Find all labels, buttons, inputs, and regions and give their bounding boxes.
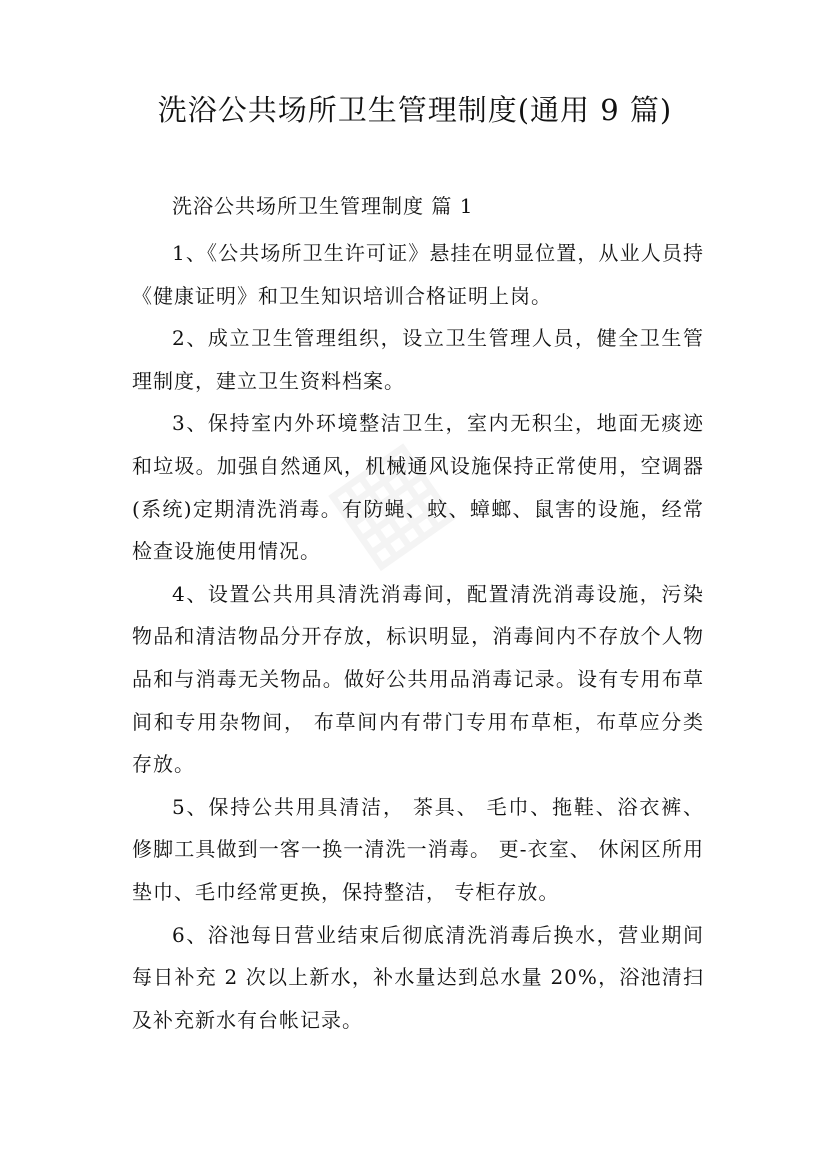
paragraph-3: 3、保持室内外环境整洁卫生，室内无积尘，地面无痰迹和垃圾。加强自然通风，机械通风设施保持正常使用，空调器(系统)定期清洗消毒。有防蝇、蚊、蟑螂、鼠害的设施，经常检查设施使用情况。: [132, 411, 704, 564]
paragraph-2: 2、成立卫生管理组织，设立卫生管理人员，健全卫生管理制度，建立卫生资料档案。: [132, 326, 704, 393]
paragraph-6: 6、浴池每日营业结束后彻底清洗消毒后换水，营业期间每日补充 2 次以上新水，补水量达到总水量 20%，浴池清扫及补充新水有台帐记录。: [132, 922, 704, 1032]
section-heading: 洗浴公共场所卫生管理制度 篇 1: [172, 194, 474, 218]
paragraph-5: 5、保持公共用具清洁， 茶具、 毛巾、拖鞋、浴衣裤、修脚工具做到一客一换一清洗一消毒。 更-衣室、 休闲区所用垫巾、毛巾经常更换，保持整洁， 专柜存放。: [132, 794, 704, 904]
paragraph-4: 4、设置公共用具清洗消毒间，配置清洗消毒设施，污染物品和清洁物品分开存放，标识明显，消毒间内不存放个人物品和与消毒无关物品。做好公共用品消毒记录。设有专用布草间和专用杂物间， 布草间内有带门专用布草柜，布草应分类存放。: [132, 581, 704, 777]
document-body: [132, 232, 704, 1041]
paragraph-1: 1、《公共场所卫生许可证》悬挂在明显位置，从业人员持《健康证明》和卫生知识培训合格证明上岗。: [132, 241, 704, 308]
document-title: 洗浴公共场所卫生管理制度(通用 9 篇): [157, 93, 673, 127]
